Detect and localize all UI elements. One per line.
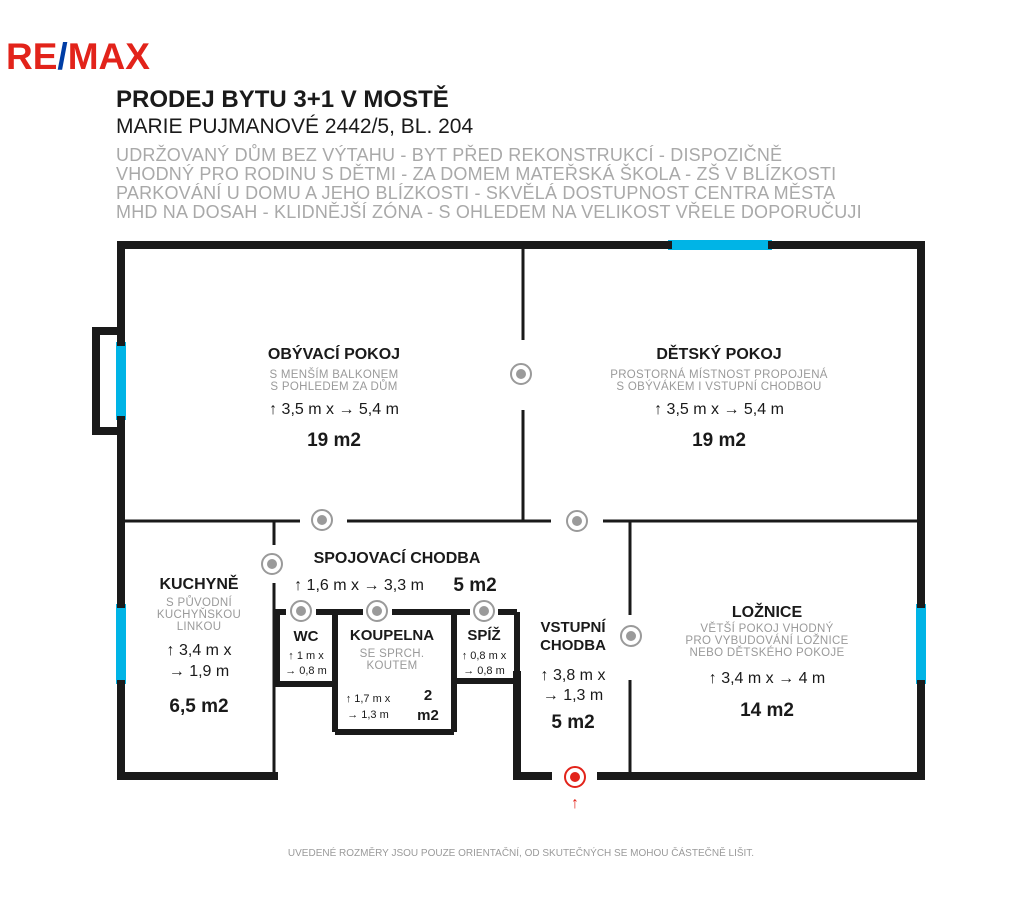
marker-icon[interactable] <box>474 601 494 621</box>
room-dimensions: ↑ 3,4 m x → 4 m <box>708 670 826 687</box>
room-dimensions: ↑ 3,8 m x <box>540 667 606 684</box>
room-note: NEBO DĚTSKÉHO POKOJE <box>689 647 845 659</box>
window-top <box>668 240 772 250</box>
room-area: 6,5 m2 <box>169 696 229 717</box>
room-note: PROSTORNÁ MÍSTNOST PROPOJENÁ <box>610 369 828 381</box>
marker-icon[interactable] <box>262 554 282 574</box>
room-name: KOUPELNA <box>349 627 435 644</box>
room-note: KUCHYŇSKOU <box>156 609 242 621</box>
room-vstupni-chodba <box>540 619 606 733</box>
room-koupelna <box>346 627 439 724</box>
room-name: DĚTSKÝ POKOJ <box>656 346 782 363</box>
marker-icon[interactable] <box>511 364 531 384</box>
entrance-arrow: ↑ <box>571 795 579 812</box>
disclaimer: UVEDENÉ ROZMĚRY JSOU POUZE ORIENTAČNÍ, OD SKUTEČNÝCH SE MOHOU ČÁSTEČNĚ LIŠIT. <box>287 848 755 859</box>
description-line: PARKOVÁNÍ U DOMU A JEHO BLÍZKOSTI - SKVĚLÁ DOSTUPNOST CENTRA MĚSTA <box>116 183 836 203</box>
room-area: m2 <box>417 707 439 724</box>
room-dimensions: → 0,8 m <box>285 665 327 677</box>
room-name: SPÍŽ <box>467 627 501 644</box>
logo-slash: / <box>57 36 68 77</box>
room-note: S MENŠÍM BALKONEM <box>269 369 399 381</box>
room-name: WC <box>293 628 319 645</box>
room-detsky-pokoj <box>610 344 828 451</box>
window-kitchen <box>116 604 126 684</box>
marker-icon[interactable] <box>367 601 387 621</box>
room-wc <box>285 628 327 677</box>
entrance-marker-icon[interactable] <box>565 767 585 787</box>
room-dimensions: ↑ 1,6 m x → 3,3 m <box>294 577 424 594</box>
room-name: OBÝVACÍ POKOJ <box>267 346 401 363</box>
room-note: PRO VYBUDOVÁNÍ LOŽNICE <box>685 635 849 647</box>
room-note: KOUTEM <box>366 660 418 672</box>
room-loznice <box>685 602 848 721</box>
marker-icon[interactable] <box>567 511 587 531</box>
room-area: 19 m2 <box>307 430 361 451</box>
room-dimensions: → 1,3 m <box>347 709 389 721</box>
room-dimensions: → 1,9 m <box>168 663 230 680</box>
room-note: S POHLEDEM ZA DŮM <box>270 381 398 393</box>
room-name: KUCHYNĚ <box>159 576 239 593</box>
room-note: VĚTŠÍ POKOJ VHODNÝ <box>700 623 834 635</box>
room-dimensions: → 1,3 m <box>542 687 604 704</box>
room-dimensions: ↑ 0,8 m x <box>461 650 507 662</box>
room-note: S PŮVODNÍ <box>166 597 232 609</box>
room-dimensions: ↑ 3,5 m x → 5,4 m <box>654 401 784 418</box>
window-balcony <box>116 342 126 420</box>
marker-icon[interactable] <box>621 626 641 646</box>
listing-title: PRODEJ BYTU 3+1 V MOSTĚ <box>116 86 449 113</box>
room-kuchyne <box>157 574 241 717</box>
room-name: SPOJOVACÍ CHODBA <box>313 550 481 567</box>
room-dimensions: ↑ 3,4 m x <box>166 642 232 659</box>
room-area: 19 m2 <box>692 430 746 451</box>
room-area: 14 m2 <box>740 700 794 721</box>
window-bedroom <box>916 604 926 684</box>
marker-icon[interactable] <box>291 601 311 621</box>
room-name: VSTUPNÍ <box>540 619 606 636</box>
room-note: SE SPRCH. <box>359 648 425 660</box>
room-dimensions: → 0,8 m <box>463 665 505 677</box>
room-obyvaci-pokoj <box>268 344 400 451</box>
room-area: 5 m2 <box>453 575 497 596</box>
marker-icon[interactable] <box>312 510 332 530</box>
room-area: 5 m2 <box>551 712 595 733</box>
description-line: MHD NA DOSAH - KLIDNĚJŠÍ ZÓNA - S OHLEDEM NA VELIKOST VŘELE DOPORUČUJI <box>116 202 862 222</box>
room-dimensions: ↑ 1,7 m x <box>345 693 391 705</box>
description-line: UDRŽOVANÝ DŮM BEZ VÝTAHU - BYT PŘED REKONSTRUKCÍ - DISPOZIČNĚ <box>116 145 783 165</box>
logo-re: RE <box>6 36 58 77</box>
room-spiz <box>462 626 507 677</box>
room-area: 2 <box>423 687 433 704</box>
logo-max: MAX <box>67 36 150 77</box>
room-dimensions: ↑ 1 m x <box>288 650 324 662</box>
room-note: LINKOU <box>176 621 222 633</box>
room-name: CHODBA <box>540 637 606 654</box>
listing-address: MARIE PUJMANOVÉ 2442/5, BL. 204 <box>116 115 474 138</box>
room-name: LOŽNICE <box>731 604 803 621</box>
room-dimensions: ↑ 3,5 m x → 5,4 m <box>269 401 399 418</box>
description-line: VHODNÝ PRO RODINU S DĚTMI - ZA DOMEM MATEŘSKÁ ŠKOLA - ZŠ V BLÍZKOSTI <box>116 164 837 184</box>
room-note: S OBÝVÁKEM I VSTUPNÍ CHODBOU <box>616 381 822 393</box>
room-spojovaci-chodba <box>294 548 497 596</box>
